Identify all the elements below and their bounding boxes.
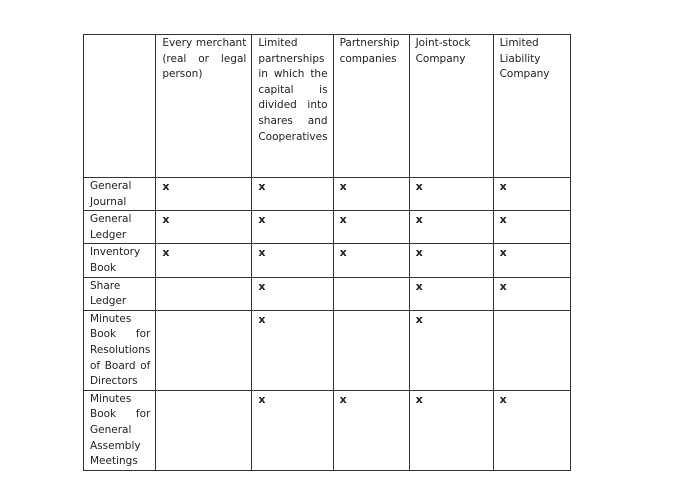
mark-cell: x bbox=[493, 277, 570, 310]
header-partnership-companies: Partnership companies bbox=[333, 35, 409, 178]
row-label: Inventory Book bbox=[84, 244, 156, 277]
table-row bbox=[84, 277, 571, 310]
header-joint-stock-company: Joint-stock Company bbox=[409, 35, 493, 178]
mark-cell: x bbox=[252, 244, 333, 277]
table-row bbox=[84, 244, 571, 277]
mark-cell: x bbox=[493, 244, 570, 277]
mark-cell bbox=[493, 310, 570, 390]
mark-cell bbox=[156, 390, 252, 470]
mark-cell: x bbox=[409, 244, 493, 277]
mark-cell: x bbox=[409, 211, 493, 244]
mark-cell: x bbox=[252, 390, 333, 470]
mark-cell: x bbox=[409, 277, 493, 310]
mark-cell bbox=[156, 277, 252, 310]
row-label: Minutes Book for General Assembly Meetings bbox=[84, 390, 156, 470]
mark-cell: x bbox=[493, 178, 570, 211]
mark-cell bbox=[333, 277, 409, 310]
mark-cell: x bbox=[156, 244, 252, 277]
table-row bbox=[84, 310, 571, 390]
mark-cell: x bbox=[333, 178, 409, 211]
header-limited-partnerships: Limited partnerships in which the capital is divided into shares and Cooperatives bbox=[252, 35, 333, 178]
row-label: Share Ledger bbox=[84, 277, 156, 310]
mark-cell: x bbox=[156, 211, 252, 244]
mark-cell: x bbox=[156, 178, 252, 211]
mark-cell bbox=[333, 310, 409, 390]
mark-cell: x bbox=[333, 211, 409, 244]
mark-cell: x bbox=[493, 390, 570, 470]
mark-cell: x bbox=[252, 310, 333, 390]
mark-cell: x bbox=[409, 310, 493, 390]
row-label: Minutes Book for Resolutions of Board of Directors bbox=[84, 310, 156, 390]
header-cell-empty bbox=[84, 35, 156, 178]
mark-cell: x bbox=[252, 178, 333, 211]
header-every-merchant: Every merchant (real or legal person) bbox=[156, 35, 252, 178]
table-row bbox=[84, 390, 571, 470]
mark-cell: x bbox=[409, 390, 493, 470]
mark-cell: x bbox=[493, 211, 570, 244]
table-row bbox=[84, 211, 571, 244]
mark-cell: x bbox=[252, 277, 333, 310]
mark-cell bbox=[156, 310, 252, 390]
table-row bbox=[84, 178, 571, 211]
mark-cell: x bbox=[333, 390, 409, 470]
mark-cell: x bbox=[252, 211, 333, 244]
table-header-row bbox=[84, 35, 571, 178]
mark-cell: x bbox=[333, 244, 409, 277]
header-limited-liability-company: Limited Liability Company bbox=[493, 35, 570, 178]
row-label: General Journal bbox=[84, 178, 156, 211]
row-label: General Ledger bbox=[84, 211, 156, 244]
bookkeeping-requirements-table bbox=[83, 34, 571, 471]
mark-cell: x bbox=[409, 178, 493, 211]
